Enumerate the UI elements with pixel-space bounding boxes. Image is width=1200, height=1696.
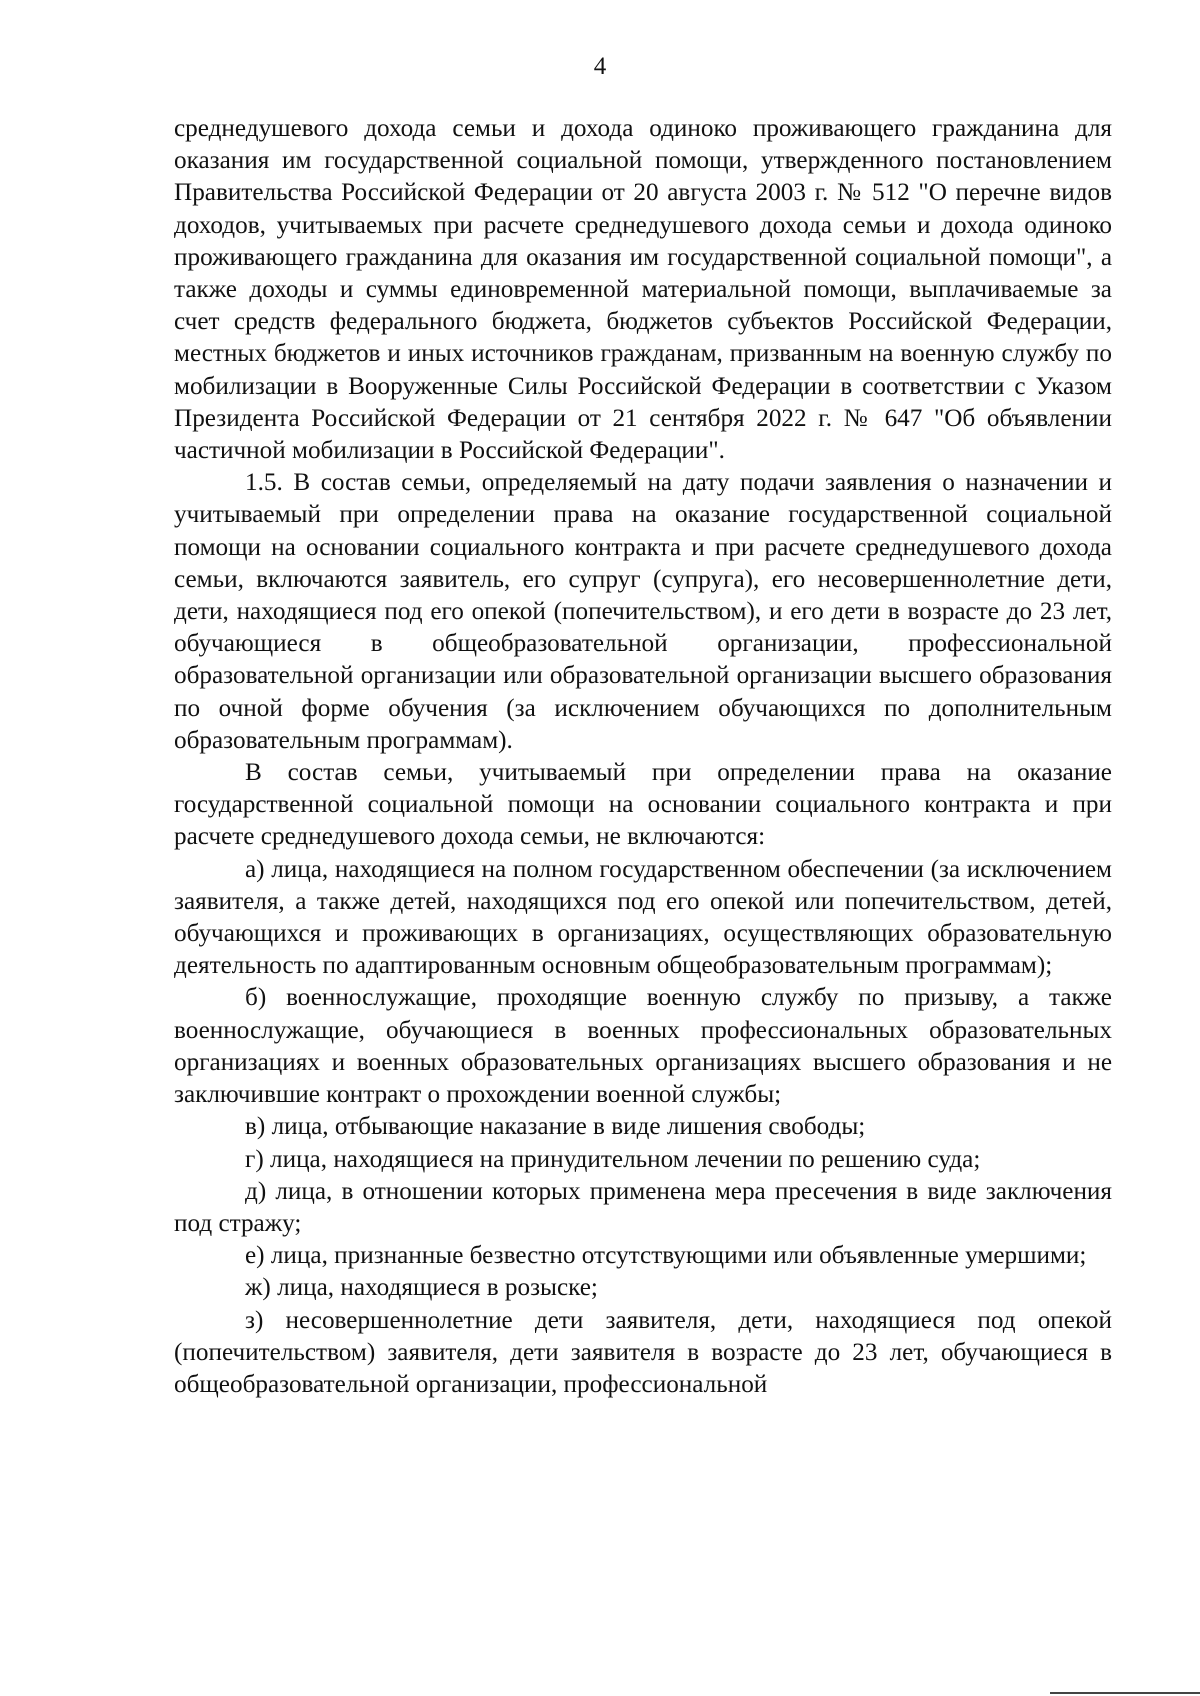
list-item-v: в) лица, отбывающие наказание в виде лишения свободы; — [245, 1113, 866, 1141]
list-item-z: з) несовершеннолетние дети заявителя, дети, находящиеся под опекой (попечительством) заявителя, дети заявителя в возрасте до 23 лет, обучающиеся в общеобразовательной организации, профессиональной — [174, 1306, 1112, 1398]
scan-edge-line — [1050, 1692, 1200, 1694]
paragraph-1-5: 1.5. В состав семьи, определяемый на дату подачи заявления о назначении и учитываемый при определении права на оказание государственной социальной помощи на основании социального контракта и при расчете среднедушевого дохода семьи, включаются заявитель, его супруг (супруга), его несовершеннолетние дети, дети, находящиеся под его опекой (попечительством), и его дети в возрасте до 23 лет, обучающиеся в общеобразовательной организации, профессиональной образовательной организации или образовательной организации высшего образования по очной форме обучения (за исключением обучающихся по дополнительным образовательным программам). — [174, 469, 1112, 754]
list-item-a: а) лица, находящиеся на полном государственном обеспечении (за исключением заявителя, а также детей, находящихся под его опекой или попечительством, детей, обучающихся и проживающих в организациях, осуществляющих образовательную деятельность по адаптированным основным общеобразовательным программам); — [174, 855, 1112, 980]
list-item-g: г) лица, находящиеся на принудительном лечении по решению суда; — [245, 1145, 981, 1173]
page-number: 4 — [593, 53, 607, 80]
paragraph-exclusions-intro: В состав семьи, учитываемый при определении права на оказание государственной социальной помощи на основании социального контракта и при расчете среднедушевого дохода семьи, не включаются: — [174, 759, 1112, 851]
list-item-d: д) лица, в отношении которых применена мера пресечения в виде заключения под стражу; — [174, 1177, 1112, 1237]
paragraph-continuation: среднедушевого дохода семьи и дохода одиноко проживающего гражданина для оказания им государственной социальной помощи, утвержденного постановлением Правительства Российской Федерации от 20 августа 2003 г. № 512 "О перечне видов доходов, учитываемых при расчете среднедушевого дохода семьи и дохода одиноко проживающего гражданина для оказания им государственной социальной помощи", а также доходы и суммы единовременной материальной помощи, выплачиваемые за счет средств федерального бюджета, бюджетов субъектов Российской Федерации, местных бюджетов и иных источников гражданам, призванным на военную службу по мобилизации в Вооруженные Силы Российской Федерации в соответствии с Указом Президента Российской Федерации от 21 сентября 2022 г. № 647 "Об объявлении частичной мобилизации в Российской Федерации". — [174, 115, 1112, 465]
list-item-zh: ж) лица, находящиеся в розыске; — [245, 1274, 598, 1302]
list-item-e: е) лица, признанные безвестно отсутствующими или объявленные умершими; — [245, 1242, 1087, 1270]
list-item-b: б) военнослужащие, проходящие военную службу по призыву, а также военнослужащие, обучающиеся в военных профессиональных образовательных организациях и военных образовательных организациях высшего образования и не заключившие контракт о прохождении военной службы; — [174, 984, 1112, 1109]
document-body — [174, 113, 1112, 1401]
